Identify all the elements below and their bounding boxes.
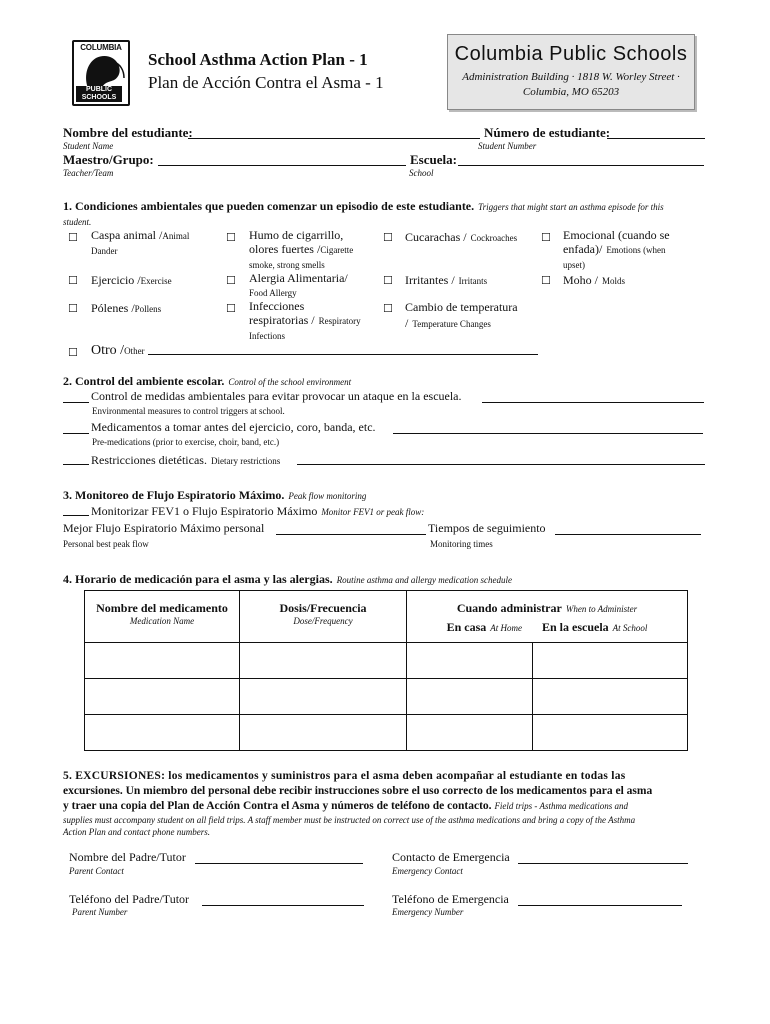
- district-name: Columbia Public Schools: [454, 43, 688, 65]
- trigger-exercise[interactable]: ☐: [68, 274, 78, 287]
- peakflow-monitor-label: Monitorizar FEV1 o Flujo Espiratorio Máximo Monitor FEV1 or peak flow:: [91, 504, 425, 518]
- section3-heading: 3. Monitoreo de Flujo Espiratorio Máximo. Peak flow monitoring: [63, 488, 367, 502]
- parent-name-sublabel: Parent Contact: [69, 866, 124, 876]
- at-school-cell[interactable]: [533, 679, 688, 715]
- env-control-label: Control de medidas ambientales para evitar provocar un ataque en la escuela.: [91, 389, 462, 403]
- dose-cell[interactable]: [240, 679, 407, 715]
- monitoring-times-sublabel: Monitoring times: [430, 539, 493, 549]
- student-number-label: Número de estudiante:: [484, 125, 611, 140]
- parent-name-field[interactable]: [195, 863, 363, 864]
- premed-field[interactable]: [393, 433, 703, 434]
- student-number-sublabel: Student Number: [478, 141, 537, 151]
- field-trip-line2: excursiones. Un miembro del personal debe recibir instrucciones sobre el uso correcto de los medicamentos para el asma: [63, 785, 653, 797]
- trigger-other[interactable]: ☐: [68, 346, 78, 359]
- trigger-cigarette-smoke[interactable]: ☐: [226, 231, 236, 244]
- student-name-label: Nombre del estudiante:: [63, 125, 193, 140]
- section4-heading: 4. Horario de medicación para el asma y las alergias. Routine asthma and allergy medication schedule: [63, 572, 513, 586]
- diet-check-field[interactable]: [63, 464, 89, 465]
- student-name-field[interactable]: [188, 138, 480, 139]
- trigger-pollens-label: Pólenes /Pollens: [91, 301, 162, 315]
- district-info-box: [447, 34, 695, 110]
- peakflow-check-field[interactable]: [63, 515, 89, 516]
- trigger-temperature-label: Cambio de temperatura / Temperature Changes: [405, 300, 518, 330]
- field-trip-line3: y traer una copia del Plan de Acción Contra el Asma y números de teléfono de contacto. Field trips - Asthma medications and: [63, 800, 629, 812]
- teacher-field[interactable]: [158, 165, 406, 166]
- field-trip-line4: supplies must accompany student on all field trips. A staff member must be instructed on correct use of the asthma medications and bring a copy of the Asthma: [63, 815, 636, 825]
- trigger-cockroaches[interactable]: ☐: [383, 231, 393, 244]
- trigger-irritants-label: Irritantes / Irritants: [405, 273, 488, 287]
- emergency-contact-label: Contacto de Emergencia: [392, 850, 510, 864]
- dose-cell[interactable]: [240, 715, 407, 751]
- premed-sublabel: Pre-medications (prior to exercise, choir, band, etc.): [92, 437, 280, 447]
- section1-heading: 1. Condiciones ambientales que pueden comenzar un episodio de este estudiante. Triggers that might start an asthma episode for this student.: [63, 199, 664, 227]
- at-home-cell[interactable]: [407, 679, 533, 715]
- med-name-cell[interactable]: [85, 679, 240, 715]
- at-school-cell[interactable]: [533, 643, 688, 679]
- teacher-label: Maestro/Grupo:: [63, 152, 154, 167]
- at-home-cell[interactable]: [407, 643, 533, 679]
- school-label: Escuela:: [410, 152, 457, 167]
- premed-label: Medicamentos a tomar antes del ejercicio, coro, banda, etc.: [91, 420, 376, 434]
- personal-best-label: Mejor Flujo Espiratorio Máximo personal: [63, 521, 265, 535]
- trigger-other-label: Otro /Other: [91, 343, 145, 358]
- trigger-exercise-label: Ejercicio /Exercise: [91, 273, 172, 287]
- emergency-phone-label: Teléfono de Emergencia: [392, 892, 509, 906]
- diet-field[interactable]: [297, 464, 705, 465]
- parent-phone-sublabel: Parent Number: [72, 907, 128, 917]
- field-trip-line5: Action Plan and contact phone numbers.: [63, 827, 210, 837]
- dose-header: Dosis/Frecuencia Dose/Frequency: [240, 591, 407, 643]
- section5-text: [63, 769, 708, 838]
- trigger-food-allergy[interactable]: ☐: [226, 274, 236, 287]
- section2-heading: 2. Control del ambiente escolar. Control of the school environment: [63, 374, 352, 388]
- district-address-line2: Columbia, MO 65203: [522, 86, 620, 98]
- emergency-contact-field[interactable]: [518, 863, 688, 864]
- at-home-cell[interactable]: [407, 715, 533, 751]
- title-spanish: Plan de Acción Contra el Asma - 1: [148, 73, 384, 92]
- student-name-sublabel: Student Name: [63, 141, 114, 151]
- med-name-cell[interactable]: [85, 643, 240, 679]
- env-control-sublabel: Environmental measures to control triggers at school.: [92, 406, 285, 416]
- trigger-molds[interactable]: ☐: [541, 274, 551, 287]
- trigger-other-field[interactable]: [148, 354, 538, 355]
- trigger-animal-dander[interactable]: ☐: [68, 231, 78, 244]
- trigger-molds-label: Moho / Molds: [563, 273, 626, 287]
- personal-best-sublabel: Personal best peak flow: [63, 539, 149, 549]
- title-english: School Asthma Action Plan - 1: [148, 50, 368, 69]
- premed-check-field[interactable]: [63, 433, 89, 434]
- trigger-emotions-label: Emocional (cuando se enfada)/ Emotions (when upset): [563, 228, 670, 270]
- medication-table: [84, 590, 688, 751]
- trigger-irritants[interactable]: ☐: [383, 274, 393, 287]
- parent-phone-label: Teléfono del Padre/Tutor: [69, 892, 190, 906]
- trigger-pollens[interactable]: ☐: [68, 302, 78, 315]
- district-logo: [72, 40, 130, 106]
- emergency-phone-field[interactable]: [518, 905, 682, 906]
- diet-label: Restricciones dietéticas. Dietary restrictions: [91, 453, 281, 467]
- dose-cell[interactable]: [240, 643, 407, 679]
- trigger-emotions[interactable]: ☐: [541, 231, 551, 244]
- at-school-cell[interactable]: [533, 715, 688, 751]
- trigger-cigarette-smoke-label: Humo de cigarrillo, olores fuertes /Cigarette smoke, strong smells: [249, 228, 354, 270]
- trigger-temperature[interactable]: ☐: [383, 302, 393, 315]
- personal-best-field[interactable]: [276, 534, 426, 535]
- monitoring-times-field[interactable]: [555, 534, 701, 535]
- field-trip-line1: 5. EXCURSIONES: los medicamentos y suministros para el asma deben acompañar al estudiante en todas las: [63, 770, 626, 782]
- monitoring-times-label: Tiempos de seguimiento: [428, 521, 546, 535]
- when-header: Cuando administrar When to Administer En casa At Home En la escuela At School: [407, 591, 688, 643]
- parent-phone-field[interactable]: [202, 905, 364, 906]
- student-number-field[interactable]: [607, 138, 705, 139]
- logo-top-text: COLUMBIA: [80, 43, 122, 52]
- logo-bottom-text: PUBLIC SCHOOLS: [76, 86, 122, 102]
- school-field[interactable]: [458, 165, 704, 166]
- med-name-cell[interactable]: [85, 715, 240, 751]
- school-sublabel: School: [409, 168, 434, 178]
- trigger-animal-dander-label: Caspa animal /Animal Dander: [91, 228, 190, 256]
- env-control-field[interactable]: [482, 402, 704, 403]
- trigger-cockroaches-label: Cucarachas / Cockroaches: [405, 230, 518, 244]
- trigger-respiratory-infections[interactable]: ☐: [226, 302, 236, 315]
- emergency-contact-sublabel: Emergency Contact: [392, 866, 463, 876]
- teacher-sublabel: Teacher/Team: [63, 168, 114, 178]
- emergency-phone-sublabel: Emergency Number: [392, 907, 464, 917]
- med-name-header: Nombre del medicamento Medication Name: [85, 591, 240, 643]
- parent-name-label: Nombre del Padre/Tutor: [69, 850, 186, 864]
- district-address-line1: Administration Building · 1818 W. Worley Street ·: [462, 71, 680, 83]
- trigger-food-allergy-label: Alergia Alimentaria/ Food Allergy: [249, 271, 348, 298]
- env-control-check-field[interactable]: [63, 402, 89, 403]
- trigger-respiratory-infections-label: Infecciones respiratorias / Respiratory Infections: [249, 299, 361, 341]
